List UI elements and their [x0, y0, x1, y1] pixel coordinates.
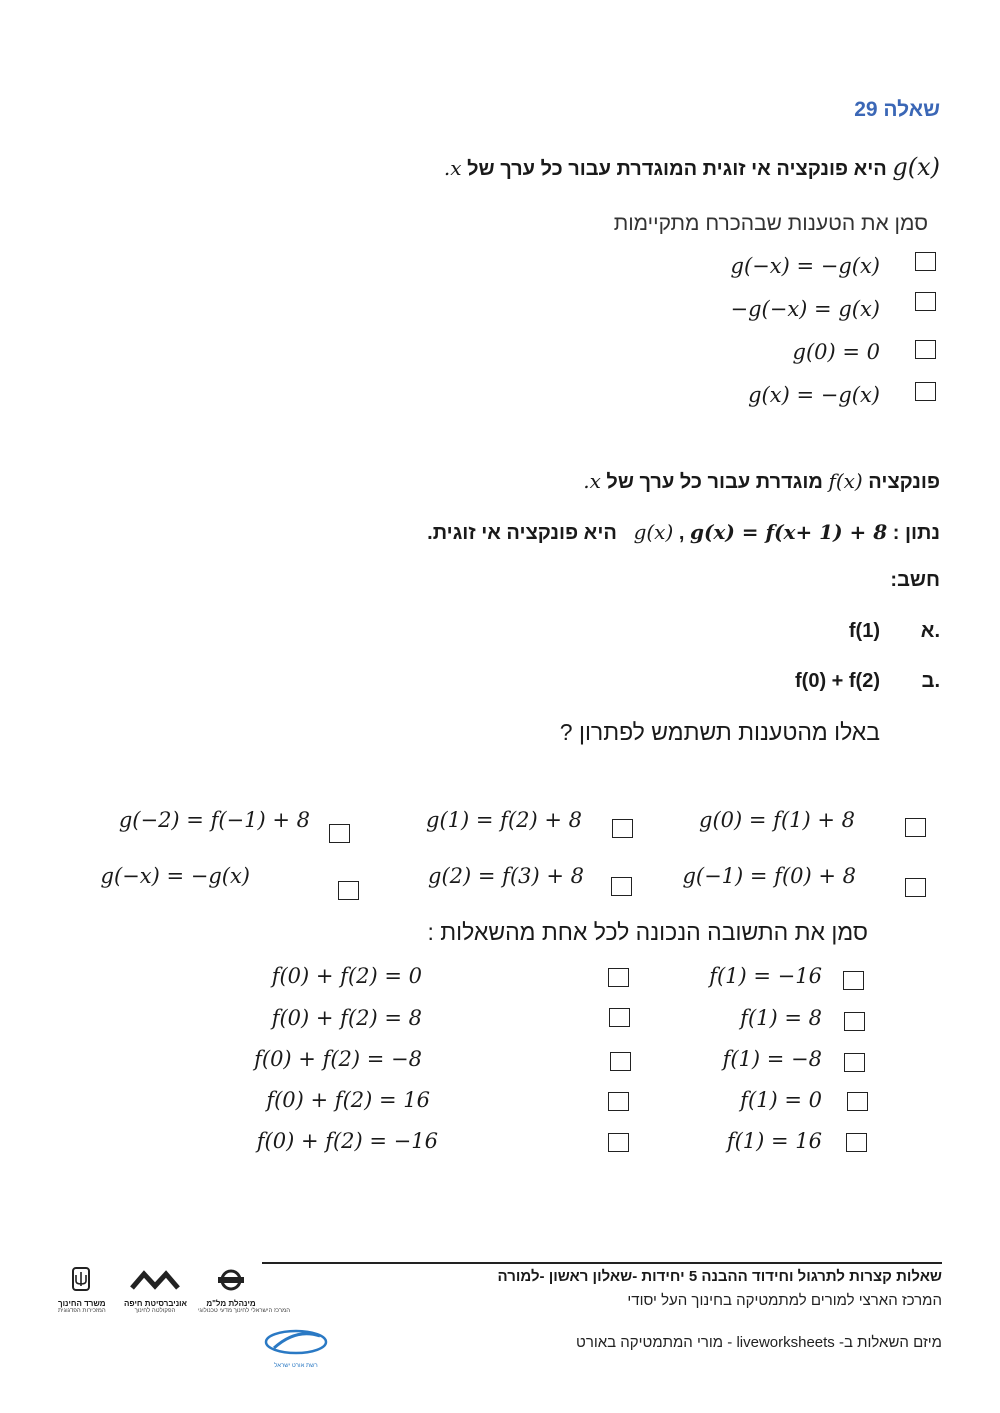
logo-malam-name: מינהלת מל"מ	[206, 1299, 256, 1308]
logo-ministry-name: משרד החינוך	[58, 1299, 106, 1308]
statement-text: היא פונקציה אי זוגית המוגדרת עבור כל ערך של	[467, 158, 887, 180]
claim-2-2: g(2) = f(3) + 8	[428, 864, 584, 888]
given-math2: g(x)	[633, 520, 674, 544]
definition-var: x.	[583, 469, 601, 493]
claims-question: באלו מהטענות תשתמש לפתרון ?	[559, 719, 880, 745]
f1-option-1: f(1) = −16	[709, 964, 822, 988]
f1-checkbox-4[interactable]	[847, 1092, 868, 1111]
footer-line-3: מיזם השאלות ב- liveworksheets - מורי המתמטיקה באורט	[576, 1334, 942, 1351]
logo-ort	[258, 1328, 334, 1369]
item-letter-a: א.	[920, 620, 940, 642]
claim-2-1: g(−1) = f(0) + 8	[682, 864, 856, 888]
malam-mark-icon	[198, 1266, 264, 1294]
sum-checkbox-4[interactable]	[608, 1092, 629, 1111]
claim-checkbox-1-1[interactable]	[905, 818, 926, 837]
ort-logo-icon	[258, 1328, 334, 1358]
logo-ort-sub: רשת אורט ישראל	[274, 1363, 318, 1369]
claim-checkbox-2-1[interactable]	[905, 878, 926, 897]
definition-text: מוגדרת עבור כל ערך של	[606, 471, 823, 493]
claim-2-3: g(−x) = −g(x)	[100, 864, 250, 888]
part1-option-2: −g(−x) = g(x)	[730, 297, 880, 321]
part1-option-1: g(−x) = −g(x)	[730, 254, 880, 278]
claim-1-1: g(0) = f(1) + 8	[699, 808, 855, 832]
f1-option-2: f(1) = 8	[740, 1006, 822, 1030]
haifa-mark-icon	[124, 1266, 186, 1294]
part1-option-4: g(x) = −g(x)	[748, 383, 880, 407]
compute-label: חשב:	[890, 569, 940, 591]
footer-divider	[262, 1262, 942, 1264]
item-expr-b: f(0) + f(2)	[795, 670, 880, 692]
sum-option-3: f(0) + f(2) = −8	[254, 1047, 422, 1071]
claim-1-2: g(1) = f(2) + 8	[426, 808, 582, 832]
f1-checkbox-3[interactable]	[844, 1053, 865, 1072]
footer-line-1: שאלות קצרות לתרגול וחידוד ההבנה 5 יחידות -שאלון ראשון -למורה	[497, 1268, 942, 1285]
sum-option-2: f(0) + f(2) = 8	[271, 1006, 422, 1030]
f1-option-4: f(1) = 0	[740, 1088, 822, 1112]
f1-checkbox-2[interactable]	[844, 1012, 865, 1031]
given-label: נתון :	[892, 522, 940, 544]
f1-checkbox-1[interactable]	[843, 971, 864, 990]
item-letter-b: ב.	[921, 670, 940, 692]
f1-checkbox-5[interactable]	[846, 1133, 867, 1152]
given-formula: g(x) = f(x+ 1) + 8	[689, 520, 888, 544]
logo-haifa	[124, 1266, 186, 1314]
given-tail: היא פונקציה אי זוגית.	[427, 522, 617, 544]
part1-checkbox-2[interactable]	[915, 292, 936, 311]
statement-var: x.	[443, 156, 462, 180]
menorah-icon	[58, 1266, 104, 1294]
sum-checkbox-1[interactable]	[608, 968, 629, 987]
definition-math: f(x)	[828, 469, 863, 493]
given-line	[427, 520, 940, 545]
footer-line-2: המרכז הארצי למורים למתמטיקה בחינוך העל יסודי	[627, 1292, 942, 1309]
function-definition	[583, 469, 940, 494]
part1-option-3: g(0) = 0	[792, 340, 880, 364]
logo-malam-sub: המרכז הישראלי לחינוך מדעי טכנולוגי	[198, 1308, 290, 1314]
claim-checkbox-2-3[interactable]	[338, 881, 359, 900]
definition-pre: פונקציה	[868, 471, 940, 493]
part1-checkbox-1[interactable]	[915, 252, 936, 271]
logo-haifa-sub: הפקולטה לחינוך	[134, 1308, 176, 1314]
claim-1-3: g(−2) = f(−1) + 8	[118, 808, 310, 832]
question-title: שאלה 29	[854, 98, 940, 121]
claim-checkbox-1-3[interactable]	[329, 824, 350, 843]
f1-option-3: f(1) = −8	[722, 1047, 822, 1071]
sum-option-5: f(0) + f(2) = −16	[256, 1129, 438, 1153]
sum-checkbox-2[interactable]	[609, 1008, 630, 1027]
answer-instruction: סמן את התשובה הנכונה לכל אחת מהשאלות :	[427, 919, 868, 945]
part1-instruction: סמן את הטענות שבהכרח מתקיימות	[613, 212, 928, 235]
claim-checkbox-2-2[interactable]	[611, 877, 632, 896]
logo-malam	[198, 1266, 290, 1314]
sum-option-1: f(0) + f(2) = 0	[271, 964, 422, 988]
sum-checkbox-5[interactable]	[608, 1133, 629, 1152]
sum-checkbox-3[interactable]	[610, 1052, 631, 1071]
logo-haifa-name: אוניברסיטת חיפה	[124, 1299, 188, 1308]
statement-math: g(x)	[892, 153, 940, 181]
part1-checkbox-4[interactable]	[915, 382, 936, 401]
given-separator: ,	[678, 522, 685, 544]
logo-ministry	[58, 1266, 104, 1314]
part1-checkbox-3[interactable]	[915, 340, 936, 359]
f1-option-5: f(1) = 16	[726, 1129, 822, 1153]
logo-ministry-sub: המזכירות הפדגוגית	[58, 1308, 106, 1314]
statement-line	[444, 153, 940, 181]
item-expr-a: f(1)	[848, 620, 880, 642]
sum-option-4: f(0) + f(2) = 16	[266, 1088, 430, 1112]
claim-checkbox-1-2[interactable]	[612, 819, 633, 838]
